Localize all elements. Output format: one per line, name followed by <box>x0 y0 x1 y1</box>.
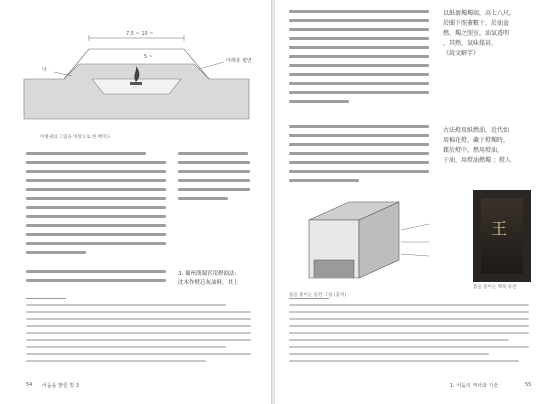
side-text-line-1: 以紙裹燭燭端，高七八尺， <box>443 10 516 17</box>
photo-caption-left: 불을 붙이는 등잔 그림 (출처) <box>289 293 347 298</box>
side-text-line-4: ，其熱，氣味煤甚， <box>443 40 498 47</box>
seal-block-photo <box>473 190 531 282</box>
diagram-caption: 이병권의 그림을 바탕으로 한 배치도 <box>40 135 111 140</box>
seal-character: 王 <box>491 219 508 238</box>
side-text2-line-2: 用棉花燈，藏于燈燭時， <box>443 137 510 144</box>
side-text2-line-4: 于油，用燈油燃燭 ；燈人 <box>443 157 511 164</box>
folio-number-left: 54 <box>26 382 33 388</box>
diagram-top-dim: 7.5 ~ 10 ~ <box>126 31 154 37</box>
diagram-left-label: 나 <box>42 67 47 73</box>
side-text2-line-1: 古法燈用紙燃油，近代始 <box>443 127 510 134</box>
right-page <box>275 0 546 404</box>
diagram-right-label: 아래층 평면 <box>226 58 252 64</box>
side-text-line-5: 《說文解字》 <box>443 50 480 57</box>
photo-caption-right: 불을 불이는 백목 등잔 <box>473 285 517 290</box>
inline-hanja-1: 3. 蜀州漢蜀宮用燈油法: <box>178 271 237 277</box>
running-head-left: 어둠을 밝힌 빛 3 <box>42 383 79 389</box>
side-text2-line-3: 藉於燈中，燃用燈油， <box>443 147 504 154</box>
diagram-mid-dim: 5 ~ <box>144 54 153 60</box>
inline-hanja-2: 沈木作燈芯灰油料，其上 <box>178 280 239 286</box>
left-page <box>0 0 271 404</box>
folio-number-right: 55 <box>525 382 532 388</box>
cross-section-diagram <box>24 24 252 134</box>
side-text-line-2: 於闇下照蓋數十，於油盆 <box>443 20 510 27</box>
side-text-line-3: 燃，燭之照室，油氣透明 <box>443 30 510 37</box>
lamp-box-illustration <box>289 190 439 290</box>
footnote-rule-right <box>289 298 329 299</box>
running-head-right: 1. 어둠의 역사와 기술 <box>450 383 499 389</box>
footnote-rule <box>26 298 66 299</box>
